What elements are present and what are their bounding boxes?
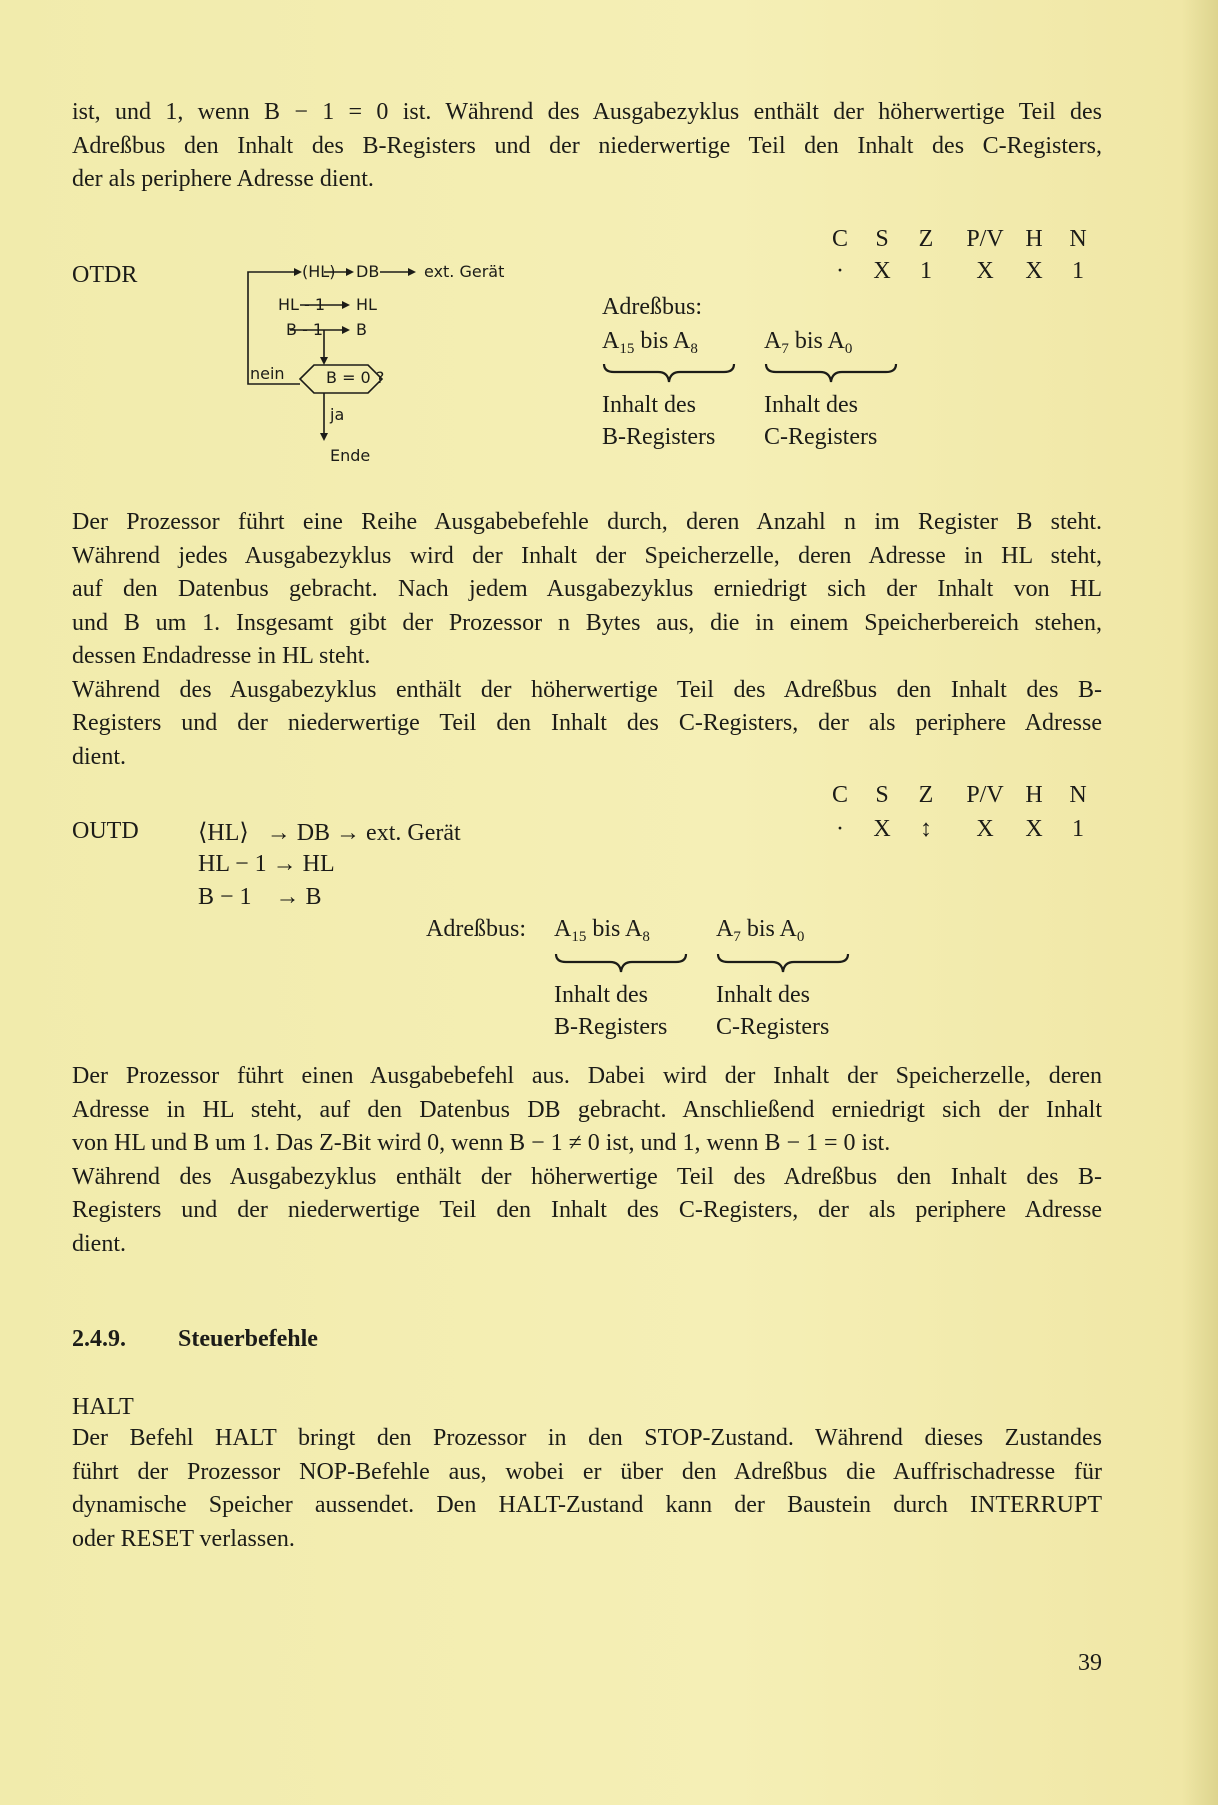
flag-value: 1 <box>1072 816 1084 842</box>
outd-op: ⟨HL⟩ → DB → ext. Gerät <box>198 820 461 846</box>
flow-hl-minus: HL - 1 <box>278 295 326 314</box>
flag-header: N <box>1069 226 1087 252</box>
flow-hl-target: HL <box>356 295 377 314</box>
otdr-desc-line: auf den Datenbus gebracht. Nach jedem Ausgabezyklus erniedrigt sich der Inhalt von HL <box>72 576 1102 602</box>
outd-desc-line: dient. <box>72 1230 126 1257</box>
flag-header: H <box>1025 782 1043 808</box>
outd-op: HL − 1 → HL <box>198 851 335 877</box>
flow-decision: B = 0 ? <box>326 368 385 387</box>
intro-line: Adreßbus den Inhalt des B-Registers und der niederwertige Teil den Inhalt des C-Registers, <box>72 132 1102 159</box>
outd-adressbus-label: Adreßbus: <box>426 916 526 942</box>
flag-header: P/V <box>966 226 1004 252</box>
otdr-mnemonic: OTDR <box>72 262 138 288</box>
otdr-flowchart <box>240 255 540 475</box>
page-number: 39 <box>1078 1650 1102 1676</box>
intro-paragraph <box>72 96 1102 197</box>
flow-hl: (HL) <box>302 262 336 281</box>
outd-high-desc-1: Inhalt des <box>554 982 648 1008</box>
flag-header: Z <box>918 782 934 808</box>
flag-header: S <box>875 226 889 252</box>
otdr-flag-values <box>820 258 1110 288</box>
flag-value: · <box>836 816 844 842</box>
otdr-desc-line: und B um 1. Insgesamt gibt der Prozessor n Bytes aus, die in einem Speicherbereich stehen, <box>72 609 1102 636</box>
flag-header: N <box>1069 782 1087 808</box>
flag-value: X <box>976 258 994 284</box>
flag-header: S <box>875 782 889 808</box>
flag-value: X <box>1025 816 1043 842</box>
flag-value: ↕ <box>920 816 932 842</box>
flag-value: 1 <box>920 258 932 284</box>
otdr-flag-headers <box>820 226 1110 256</box>
flag-value: X <box>1025 258 1043 284</box>
section-number: 2.4.9. <box>72 1326 126 1352</box>
outd-low-range: $A_7$ bis $A_0$ <box>716 916 805 945</box>
flag-header: H <box>1025 226 1043 252</box>
outd-desc-line: Der Prozessor führt einen Ausgabebefehl aus. Dabei wird der Inhalt der Speicherzelle, deren <box>72 1063 1102 1089</box>
otdr-high-desc-2: B-Registers <box>602 424 716 450</box>
otdr-high-desc-1: Inhalt des <box>602 392 696 418</box>
outd-mnemonic: OUTD <box>72 818 139 844</box>
flow-b-minus: B - 1 <box>286 320 324 339</box>
outd-high-brace <box>554 952 688 974</box>
flag-value: X <box>873 258 891 284</box>
intro-line: ist, und 1, wenn B − 1 = 0 ist. Während des Ausgabezyklus enthält der höherwertige Teil des <box>72 99 1102 125</box>
outd-high-range: $A_{15}$ bis $A_8$ <box>554 916 650 945</box>
otdr-desc-line: dient. <box>72 743 126 770</box>
otdr-high-brace <box>602 362 736 384</box>
otdr-desc-line: Registers und der niederwertige Teil den Inhalt des C-Registers, der als periphere Adresse <box>72 710 1102 736</box>
halt-desc-line: führt der Prozessor NOP-Befehle aus, wobei er über den Adreßbus die Auffrischadresse für <box>72 1458 1102 1485</box>
flow-ext: ext. Gerät <box>424 262 505 281</box>
flag-header: C <box>831 782 848 808</box>
outd-desc-line: Während des Ausgabezyklus enthält der höherwertige Teil des Adreßbus den Inhalt des B- <box>72 1163 1102 1190</box>
otdr-low-range: $A_7$ bis $A_0$ <box>764 328 853 357</box>
otdr-description <box>72 506 1102 774</box>
outd-flag-values <box>820 816 1110 846</box>
flag-value: 1 <box>1072 258 1084 284</box>
otdr-high-range: $A_{15}$ bis $A_8$ <box>602 328 698 357</box>
flow-b-target: B <box>356 320 367 339</box>
flag-value: X <box>976 816 994 842</box>
halt-desc-line: Der Befehl HALT bringt den Prozessor in den STOP-Zustand. Während dieses Zustandes <box>72 1425 1102 1451</box>
section-title: Steuerbefehle <box>178 1326 318 1352</box>
outd-low-desc-1: Inhalt des <box>716 982 810 1008</box>
otdr-adressbus-label: Adreßbus: <box>602 294 702 320</box>
arrow-head <box>294 268 302 276</box>
otdr-desc-line: Der Prozessor führt eine Reihe Ausgabebefehle durch, deren Anzahl n im Register B steht. <box>72 509 1102 535</box>
halt-description <box>72 1422 1102 1556</box>
flag-header: Z <box>918 226 934 252</box>
flow-no: nein <box>250 364 285 383</box>
outd-desc-line: von HL und B um 1. Das Z-Bit wird 0, wenn B − 1 ≠ 0 ist, und 1, wenn B − 1 = 0 ist. <box>72 1130 891 1156</box>
otdr-desc-line: dessen Endadresse in HL steht. <box>72 643 371 669</box>
section-heading <box>72 1326 318 1353</box>
outd-flag-headers <box>820 782 1110 812</box>
otdr-desc-line: Während jedes Ausgabezyklus wird der Inhalt der Speicherzelle, deren Adresse in HL steht, <box>72 542 1102 569</box>
otdr-low-desc-1: Inhalt des <box>764 392 858 418</box>
otdr-desc-line: Während des Ausgabezyklus enthält der höherwertige Teil des Adreßbus den Inhalt des B- <box>72 676 1102 703</box>
otdr-low-brace <box>764 362 898 384</box>
flow-end: Ende <box>330 446 371 465</box>
outd-op: B − 1 → B <box>198 884 322 910</box>
flag-value: X <box>873 816 891 842</box>
outd-low-brace <box>716 952 850 974</box>
outd-low-desc-2: C-Registers <box>716 1014 830 1040</box>
halt-desc-line: dynamische Speicher aussendet. Den HALT-Zustand kann der Baustein durch INTERRUPT <box>72 1492 1102 1518</box>
outd-desc-line: Adresse in HL steht, auf den Datenbus DB gebracht. Anschließend erniedrigt sich der Inhalt <box>72 1096 1102 1123</box>
otdr-low-desc-2: C-Registers <box>764 424 878 450</box>
flag-header: C <box>831 226 848 252</box>
outd-description <box>72 1060 1102 1261</box>
halt-desc-line: oder RESET verlassen. <box>72 1525 295 1552</box>
flag-header: P/V <box>966 782 1004 808</box>
outd-desc-line: Registers und der niederwertige Teil den Inhalt des C-Registers, der als periphere Adresse <box>72 1197 1102 1223</box>
halt-mnemonic: HALT <box>72 1394 134 1420</box>
outd-high-desc-2: B-Registers <box>554 1014 668 1040</box>
intro-line: der als periphere Adresse dient. <box>72 166 374 192</box>
flow-db: DB <box>356 262 380 281</box>
flag-value: · <box>836 258 844 284</box>
flow-yes: ja <box>330 405 345 424</box>
